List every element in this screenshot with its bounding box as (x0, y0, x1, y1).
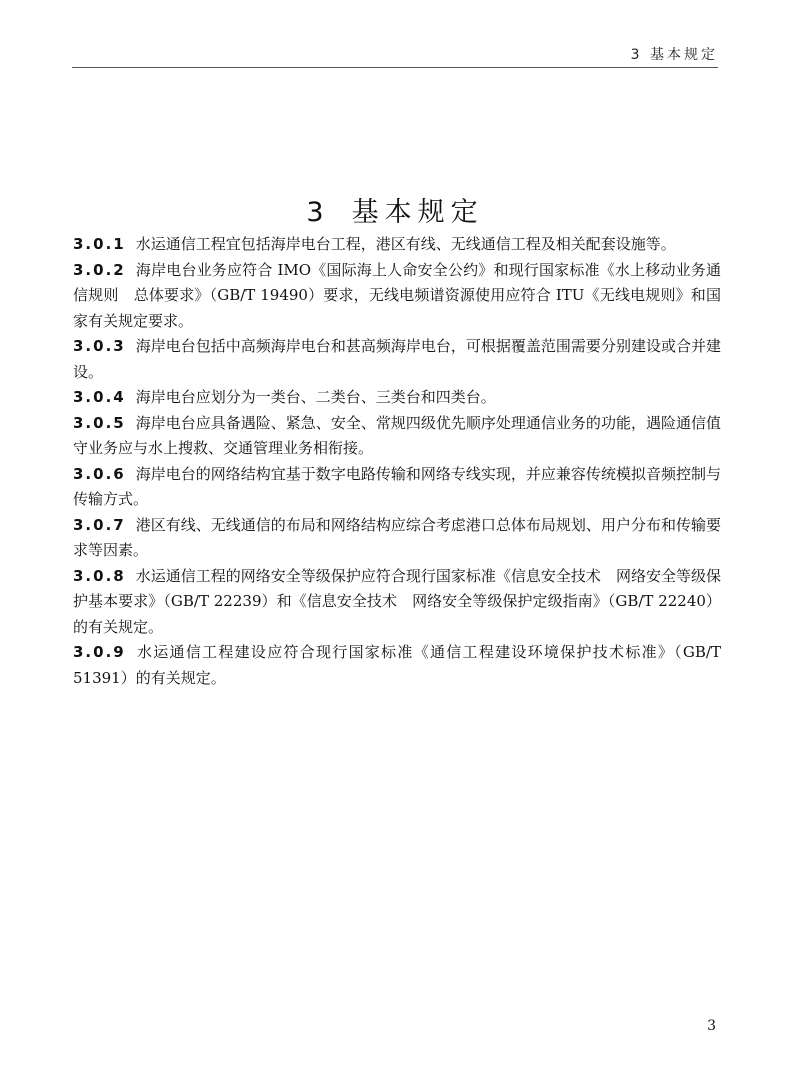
clause-number: 3.0.2 (73, 260, 126, 279)
clause-number: 3.0.4 (73, 388, 126, 406)
clause-number: 3.0.9 (73, 643, 126, 661)
clause-text: 海岸电台包括中高频海岸电台和甚高频海岸电台，可根据覆盖范围需要分别建设或合并建设。 (73, 337, 721, 381)
clause-text: 水运通信工程宜包括海岸电台工程，港区有线、无线通信工程及相关配套设施等。 (135, 235, 676, 253)
clause-3-0-3 (73, 334, 721, 385)
clause-3-0-5 (73, 411, 721, 462)
clause-text: 海岸电台业务应符合 IMO《国际海上人命安全公约》和现行国家标准《水上移动业务通信规则 总体要求》（GB/T 19490）要求，无线电频谱资源使用应符合 ITU《无线电规则》和国家有关规定要求。 (73, 260, 721, 330)
clause-number: 3.0.1 (73, 235, 126, 253)
chapter-number: 3 (306, 197, 330, 229)
clause-number: 3.0.6 (73, 464, 126, 483)
clause-3-0-9 (73, 640, 721, 691)
page-number: 3 (707, 1018, 716, 1034)
chapter-title-text: 基本规定 (351, 197, 484, 229)
clause-number: 3.0.3 (73, 337, 126, 355)
clause-text: 水运通信工程建设应符合现行国家标准《通信工程建设环境保护技术标准》（GB/T 51391）的有关规定。 (73, 643, 721, 687)
clause-3-0-6 (73, 462, 721, 513)
clause-text: 海岸电台的网络结构宜基于数字电路传输和网络专线实现，并应兼容传统模拟音频控制与传输方式。 (73, 464, 721, 508)
clause-text: 水运通信工程的网络安全等级保护应符合现行国家标准《信息安全技术 网络安全等级保护基本要求》（GB/T 22239）和《信息安全技术 网络安全等级保护定级指南》（GB/T 22240）的有关规定。 (73, 566, 721, 636)
clause-3-0-7 (73, 513, 721, 564)
clause-3-0-1 (73, 232, 721, 258)
running-header: 3 基本规定 (630, 47, 718, 63)
header-rule (72, 67, 718, 68)
clause-3-0-8 (73, 564, 721, 641)
clause-number: 3.0.7 (73, 515, 126, 534)
clause-number: 3.0.5 (73, 413, 126, 432)
chapter-title (0, 190, 790, 229)
clause-3-0-4 (73, 385, 721, 411)
clause-3-0-2 (73, 258, 721, 335)
clause-text: 港区有线、无线通信的布局和网络结构应综合考虑港口总体布局规划、用户分布和传输要求等因素。 (73, 515, 721, 559)
clause-number: 3.0.8 (73, 566, 126, 585)
clause-text: 海岸电台应具备遇险、紧急、安全、常规四级优先顺序处理通信业务的功能，遇险通信值守业务应与水上搜救、交通管理业务相衔接。 (73, 413, 721, 457)
clause-list (73, 232, 721, 691)
clause-text: 海岸电台应划分为一类台、二类台、三类台和四类台。 (135, 388, 496, 406)
